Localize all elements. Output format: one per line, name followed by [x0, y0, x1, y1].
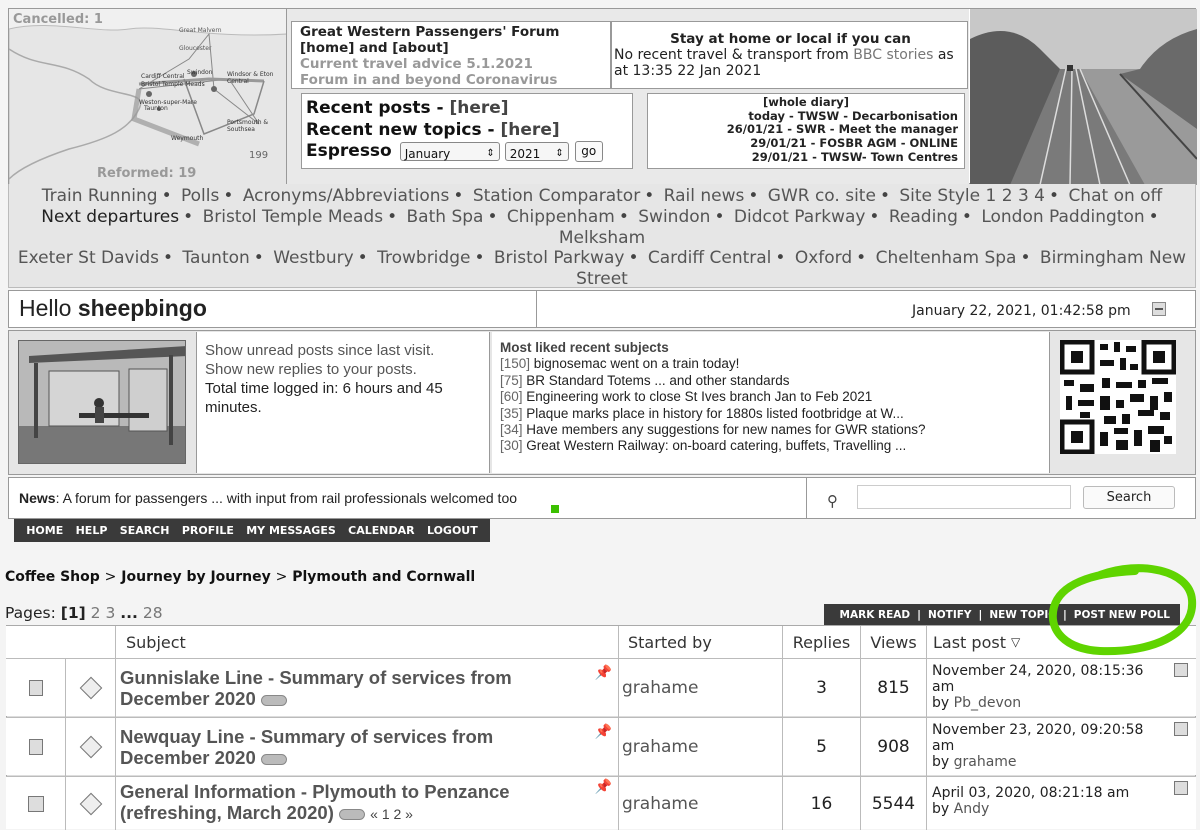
bbc-stories-link[interactable]: BBC stories: [853, 47, 934, 63]
next-departures-label: Next departures: [41, 207, 180, 227]
post-new-poll-button[interactable]: POST NEW POLL: [1073, 609, 1170, 621]
tag-icon: [79, 736, 102, 759]
diary-item[interactable]: today - TWSW - Decarbonisation: [748, 108, 958, 123]
forum-title: Great Western Passengers' Forum: [300, 24, 560, 40]
diary-item[interactable]: 29/01/21 - FOSBR AGM - ONLINE: [750, 136, 958, 151]
stay-home-title: Stay at home or local if you can: [670, 31, 911, 47]
topic-pages[interactable]: « 1 2 »: [370, 806, 413, 822]
document-icon: [29, 739, 43, 755]
year-select[interactable]: [505, 142, 569, 161]
header-subject[interactable]: Subject: [116, 626, 619, 658]
liked-item[interactable]: [500, 373, 1041, 389]
map-place: Bristol Temple Meads: [141, 81, 205, 88]
topic-title-cont[interactable]: December 2020: [120, 688, 256, 709]
travel-advice-link[interactable]: Current travel advice 5.1.2021: [300, 56, 533, 72]
breadcrumb-plymouth[interactable]: Plymouth and Cornwall: [292, 569, 476, 585]
espresso-label: Espresso: [306, 141, 392, 161]
header-started-by[interactable]: Started by: [619, 626, 783, 658]
most-liked-title: Most liked recent subjects: [500, 340, 669, 355]
select-arrows-icon: ⇕: [555, 148, 564, 160]
liked-count: [30]: [500, 438, 523, 454]
subject-cell[interactable]: [116, 777, 619, 830]
tag-icon: [79, 792, 102, 815]
page-link[interactable]: 3: [105, 604, 116, 622]
replies-cell: 5: [783, 718, 861, 776]
liked-item[interactable]: [500, 356, 1041, 372]
pagination: [5, 604, 163, 622]
liked-count: [35]: [500, 405, 523, 421]
pages-label: Pages:: [5, 604, 56, 622]
collapse-icon[interactable]: [1152, 302, 1166, 316]
last-post-label: Last post: [933, 632, 1006, 652]
header-replies[interactable]: Replies: [783, 626, 861, 658]
dep-oxford[interactable]: Oxford: [794, 248, 853, 268]
map-place: Weston-super-Mare: [139, 99, 197, 106]
menu-calendar[interactable]: CALENDAR: [348, 524, 415, 537]
recent-panel: [301, 93, 633, 169]
dep-reading[interactable]: Reading: [888, 207, 958, 227]
new-badge: [339, 809, 365, 820]
page-link[interactable]: 2: [90, 604, 101, 622]
new-badge: [261, 695, 287, 706]
dep-trowbridge[interactable]: Trowbridge: [377, 248, 471, 268]
reformed-count: Reformed: 19: [97, 166, 197, 181]
map-place: Gloucester: [179, 45, 212, 52]
coronavirus-link[interactable]: Forum in and beyond Coronavirus: [300, 72, 558, 88]
last-post-icon[interactable]: [1174, 663, 1188, 677]
map-count: 199: [249, 150, 269, 161]
pin-icon: 📌: [594, 724, 612, 740]
topic-title[interactable]: General Information - Plymouth to Penzance: [120, 781, 510, 802]
nav-polls[interactable]: Polls: [181, 186, 220, 206]
new-topic-button[interactable]: NEW TOPIC: [989, 609, 1056, 621]
cancelled-count: Cancelled: 1: [13, 12, 103, 27]
topic-icon-cell: [66, 659, 116, 717]
qr-code-icon: [1060, 340, 1176, 454]
select-arrows-icon: ⇕: [486, 148, 495, 160]
last-post-cell: [927, 659, 1196, 717]
topic-status-cell: [6, 718, 66, 776]
by-label: by: [932, 754, 950, 770]
topic-status-cell: [6, 659, 66, 717]
header-icons: [6, 626, 116, 658]
status-dot: [551, 505, 559, 513]
last-post-time: am: [932, 679, 955, 695]
liked-item[interactable]: [500, 438, 1041, 454]
dep-cheltenham[interactable]: Cheltenham Spa: [875, 248, 1017, 268]
news-label: News: [19, 490, 56, 506]
dep-taunton[interactable]: Taunton: [182, 248, 250, 268]
railway-photo-graphic: [970, 9, 1197, 185]
table-row[interactable]: [6, 658, 1196, 716]
and-text: and: [359, 40, 388, 56]
notify-button[interactable]: NOTIFY: [927, 609, 972, 621]
last-post-date: November 23, 2020, 09:20:58: [932, 722, 1144, 738]
topic-title[interactable]: Newquay Line - Summary of services from: [120, 726, 494, 747]
breadcrumb-coffee-shop[interactable]: Coffee Shop: [5, 569, 100, 585]
hello-text: Hello: [19, 295, 72, 321]
go-button[interactable]: go: [575, 141, 603, 162]
map-place: Cardiff Central: [141, 73, 185, 80]
news-bar: [8, 477, 1196, 519]
header-center: [287, 9, 969, 185]
nav-station-comparator[interactable]: Station Comparator: [472, 186, 641, 206]
nav-row-4: Exeter St Davids • Taunton • Westbury • Trowbridge • Bristol Parkway • Cardiff Central • Oxford • Cheltenham Spa • Birmingham New: [17, 248, 1187, 268]
liked-text: Great Western Railway: on-board catering, buffets, Travelling ...: [526, 438, 907, 454]
replies-cell: 16: [783, 777, 861, 830]
dep-bristol-tm[interactable]: Bristol Temple Meads: [202, 207, 384, 227]
pages-ellipsis: ...: [120, 604, 138, 622]
breadcrumb-journey[interactable]: Journey by Journey: [121, 569, 271, 585]
liked-item[interactable]: [500, 406, 1041, 422]
last-post-icon[interactable]: [1174, 781, 1188, 795]
liked-text: BR Standard Totems ... and other standards: [526, 372, 790, 388]
menu-help[interactable]: HELP: [75, 524, 108, 537]
menu-search[interactable]: SEARCH: [119, 524, 170, 537]
home-link[interactable]: [home]: [300, 40, 355, 56]
news-text: : A forum for passengers ... with input from rail professionals welcomed too: [55, 490, 518, 506]
dep-cardiff[interactable]: Cardiff Central: [647, 248, 772, 268]
map-place: Taunton: [144, 105, 168, 112]
last-post-cell: [927, 777, 1196, 830]
new-badge: [261, 754, 287, 765]
page-last[interactable]: 28: [142, 604, 163, 622]
menu-messages[interactable]: MY MESSAGES: [246, 524, 336, 537]
table-row[interactable]: [6, 776, 1196, 829]
breadcrumb-separator: >: [104, 569, 117, 585]
nav-gwr-site[interactable]: GWR co. site: [767, 186, 876, 206]
recent-posts-link[interactable]: [here]: [449, 98, 509, 118]
liked-item[interactable]: [500, 389, 1041, 405]
avatar: [18, 340, 186, 464]
last-post-user[interactable]: Pb_devon: [953, 695, 1022, 711]
stay-text: No recent travel & transport from: [614, 47, 849, 63]
topic-actions: MARK READ | NOTIFY | NEW TOPIC | POST NEW POLL: [824, 604, 1180, 626]
menu-profile[interactable]: PROFILE: [181, 524, 234, 537]
railway-photo: [970, 9, 1197, 185]
last-post-date: April 03, 2020, 08:21:18 am: [932, 785, 1130, 801]
last-post-cell: [927, 718, 1196, 776]
topic-title-cont[interactable]: (refreshing, March 2020): [120, 802, 334, 823]
pin-icon: 📌: [594, 779, 612, 795]
views-cell: 5544: [861, 777, 927, 830]
nav-row-2: Next departures • Bristol Temple Meads • Bath Spa • Chippenham • Swindon • Didcot Parkway • Reading • London Paddington •: [41, 207, 1159, 227]
diary-panel: [647, 93, 965, 169]
breadcrumb-separator: >: [275, 569, 288, 585]
qr-code[interactable]: [1060, 340, 1176, 454]
forum-title-panel: [291, 21, 611, 89]
by-label: by: [932, 801, 950, 817]
dep-bath-spa[interactable]: Bath Spa: [406, 207, 484, 227]
dep-birmingham[interactable]: Birmingham New: [1039, 248, 1187, 268]
site-header: [8, 8, 1196, 184]
nav-row-3: [8, 228, 1196, 248]
map-place: Swindon: [187, 69, 213, 76]
stay-text-time: as at 13:35 22 Jan 2021: [614, 47, 954, 79]
document-icon: [28, 796, 44, 812]
recent-topics-label: Recent new topics -: [306, 119, 501, 140]
topic-status-cell: [6, 777, 66, 830]
unread-posts-link[interactable]: Show unread posts since last visit.: [205, 342, 435, 359]
search-icon[interactable]: ⚲: [827, 492, 838, 510]
breadcrumb: [5, 569, 475, 585]
recent-posts-label: Recent posts -: [306, 98, 450, 118]
new-replies-link[interactable]: Show new replies to your posts.: [205, 361, 417, 378]
nav-site-style[interactable]: Site Style 1 2 3 4: [899, 186, 1045, 206]
subject-cell[interactable]: [116, 659, 619, 717]
map-graphic: [9, 9, 287, 185]
menu-logout[interactable]: LOGOUT: [426, 524, 478, 537]
topic-icon-cell: [66, 777, 116, 830]
username: sheepbingo: [77, 295, 207, 321]
document-icon: [29, 680, 43, 696]
diary-item[interactable]: 26/01/21 - SWR - Meet the manager: [726, 122, 958, 137]
last-post-date: November 24, 2020, 08:15:36: [932, 663, 1144, 679]
sort-down-icon: ▽: [1010, 635, 1021, 649]
highlight-annotation: [1040, 555, 1200, 665]
views-cell: 908: [861, 718, 927, 776]
delay-map[interactable]: [9, 9, 287, 185]
nav-rail-news[interactable]: Rail news: [663, 186, 745, 206]
stay-home-panel: [611, 21, 968, 89]
time-logged: Total time logged in: 6 hours and 45 minutes.: [205, 380, 443, 416]
liked-count: [150]: [500, 356, 531, 372]
most-liked-panel: [492, 332, 1050, 473]
dep-didcot[interactable]: Didcot Parkway: [733, 207, 866, 227]
starter-cell[interactable]: grahame: [619, 659, 783, 717]
nav-chat[interactable]: Chat on off: [1068, 186, 1163, 206]
about-link[interactable]: [about]: [392, 40, 449, 56]
liked-count: [75]: [500, 372, 523, 388]
last-post-time: am: [932, 738, 955, 754]
nav-train-running[interactable]: Train Running: [41, 186, 158, 206]
recent-topics-link[interactable]: [here]: [500, 119, 560, 140]
map-place: Windsor & Eton Central: [227, 71, 274, 85]
menu-home[interactable]: HOME: [26, 524, 64, 537]
user-bar: [8, 290, 1196, 328]
nav-row-1: Train Running • Polls • Acronyms/Abbreviations • Station Comparator • Rail news • GWR co. site • Site Style 1 2 3 4 • Chat on off: [41, 186, 1163, 206]
diary-item[interactable]: 29/01/21 - TWSW- Town Centres: [751, 149, 958, 164]
nav-row-5: [8, 269, 1196, 289]
table-row[interactable]: [6, 717, 1196, 775]
liked-text: Have members any suggestions for new names for GWR stations?: [526, 422, 926, 438]
by-label: by: [932, 695, 950, 711]
search-button[interactable]: Search: [1083, 486, 1175, 509]
whole-diary-link[interactable]: [whole diary]: [762, 95, 850, 109]
nav-acronyms[interactable]: Acronyms/Abbreviations: [242, 186, 450, 206]
current-datetime: January 22, 2021, 01:42:58 pm: [912, 303, 1131, 319]
dep-birmingham-cont[interactable]: Street: [576, 269, 628, 289]
main-menu: [14, 519, 490, 542]
pin-icon: 📌: [594, 665, 612, 681]
topic-icon-cell: [66, 718, 116, 776]
liked-count: [34]: [500, 422, 523, 438]
last-post-icon[interactable]: [1174, 722, 1188, 736]
liked-item[interactable]: [500, 422, 1041, 438]
replies-cell: 3: [783, 659, 861, 717]
map-place: Portsmouth & Southsea: [227, 119, 269, 133]
last-post-user[interactable]: grahame: [953, 754, 1017, 770]
dep-melksham[interactable]: Melksham: [558, 228, 646, 248]
last-post-user[interactable]: Andy: [953, 801, 990, 817]
views-cell: 815: [861, 659, 927, 717]
liked-count: [60]: [500, 389, 523, 405]
search-input[interactable]: [857, 485, 1071, 509]
liked-text: Plaque marks place in history for 1880s listed footbridge at W...: [526, 405, 904, 421]
subject-cell[interactable]: [116, 718, 619, 776]
page-current: [1]: [60, 604, 86, 622]
liked-text: bignosemac went on a train today!: [533, 356, 740, 372]
mark-read-button[interactable]: MARK READ: [839, 609, 911, 621]
starter-cell[interactable]: grahame: [619, 718, 783, 776]
dep-chippenham[interactable]: Chippenham: [506, 207, 615, 227]
topic-title-cont[interactable]: December 2020: [120, 747, 256, 768]
dep-swindon[interactable]: Swindon: [638, 207, 711, 227]
user-links: [196, 332, 490, 473]
month-select[interactable]: [400, 142, 500, 161]
dep-bristol-parkway[interactable]: Bristol Parkway: [493, 248, 625, 268]
dep-westbury[interactable]: Westbury: [273, 248, 354, 268]
topic-title[interactable]: Gunnislake Line - Summary of services from: [120, 667, 512, 688]
starter-cell[interactable]: grahame: [619, 777, 783, 830]
bus-shelter-image: [19, 341, 186, 464]
header-views[interactable]: Views: [861, 626, 927, 658]
dep-exeter[interactable]: Exeter St Davids: [17, 248, 159, 268]
map-place: Great Malvern: [179, 27, 222, 34]
tag-icon: [79, 677, 102, 700]
month-value: January: [404, 147, 451, 162]
liked-text: Engineering work to close St Ives branch Jan to Feb 2021: [526, 389, 873, 405]
map-place: Weymouth: [171, 135, 204, 142]
year-value: 2021: [509, 147, 541, 162]
dep-paddington[interactable]: London Paddington: [981, 207, 1145, 227]
